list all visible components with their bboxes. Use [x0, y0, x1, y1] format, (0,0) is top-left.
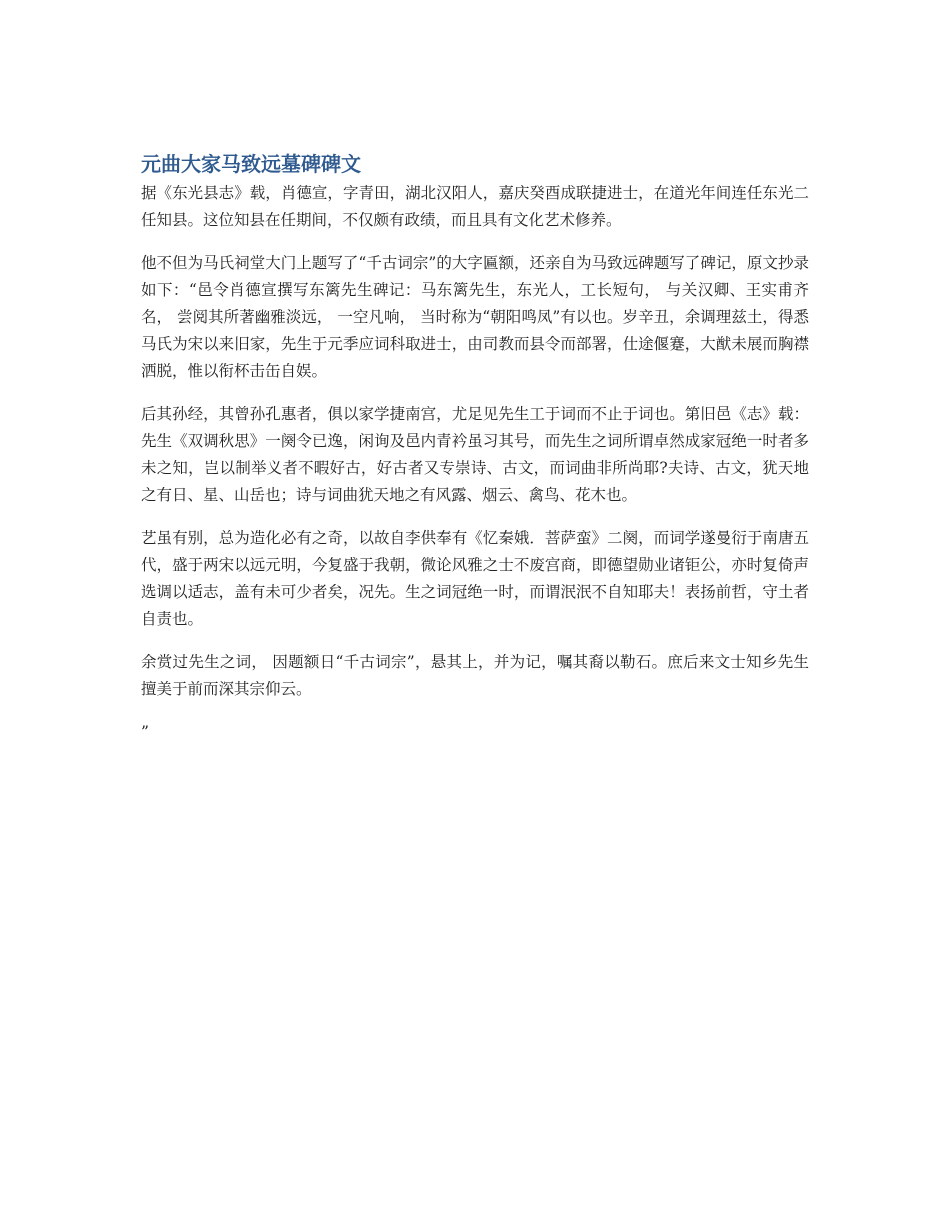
- paragraph-3: 后其孙经，其曾孙孔惠者，俱以家学捷南宫，尤足见先生工于词而不止于词也。第旧邑《志》载：先生《双调秋思》一阕令已逸，闲询及邑内青衿虽习其号，而先生之词所谓卓然成家冠绝一时者多未之知，岂以制举义者不暇好古，好古者又专崇诗、古文，而词曲非所尚耶?夫诗、古文，犹天地之有日、星、山岳也；诗与词曲犹天地之有风露、烟云、禽鸟、花木也。: [141, 405, 809, 504]
- document-page: [141, 150, 809, 746]
- paragraph-4: 艺虽有别，总为造化必有之奇，以故自李供奉有《忆秦娥．菩萨蛮》二阕，而词学遂曼衍于南唐五代，盛于两宋以远元明，今复盛于我朝，微论风雅之士不废宫商，即德望勋业诸钜公，亦时复倚声选调以适志，盖有未可少者矣，况先。生之词冠绝一时，而谓泯泯不自知耶夫！表扬前哲，守土者自责也。: [141, 529, 809, 628]
- closing-quote-mark: ”: [141, 723, 149, 741]
- paragraph-2: 他不但为马氏祠堂大门上题写了“千古词宗”的大字匾额，还亲自为马致远碑题写了碑记，原文抄录如下：“邑令肖德宣撰写东篱先生碑记：马东篱先生，东光人，工长短句， 与关汉卿、王实甫齐名， 尝阅其所著幽雅淡远， 一空凡响， 当时称为“朝阳鸣凤”有以也。岁辛丑，余调理兹土，得悉马氏为宋以来旧家，先生于元季应词科取进士，由司教而县令而部署，仕途偃蹇，大猷未展而胸襟洒脱，惟以衔杯击缶自娱。: [141, 254, 809, 380]
- paragraph-1: 据《东光县志》载，肖德宣，字青田，湖北汉阳人，嘉庆癸酉成联捷进士，在道光年间连任东光二任知县。这位知县在任期间，不仅颇有政绩，而且具有文化艺术修养。: [141, 184, 809, 229]
- paragraph-5: 余赏过先生之词， 因题额日“千古词宗”，悬其上，并为记，嘱其裔以勒石。庶后来文士知乡先生擅美于前而深其宗仰云。: [141, 653, 809, 698]
- document-title: 元曲大家马致远墓碑碑文: [141, 152, 361, 176]
